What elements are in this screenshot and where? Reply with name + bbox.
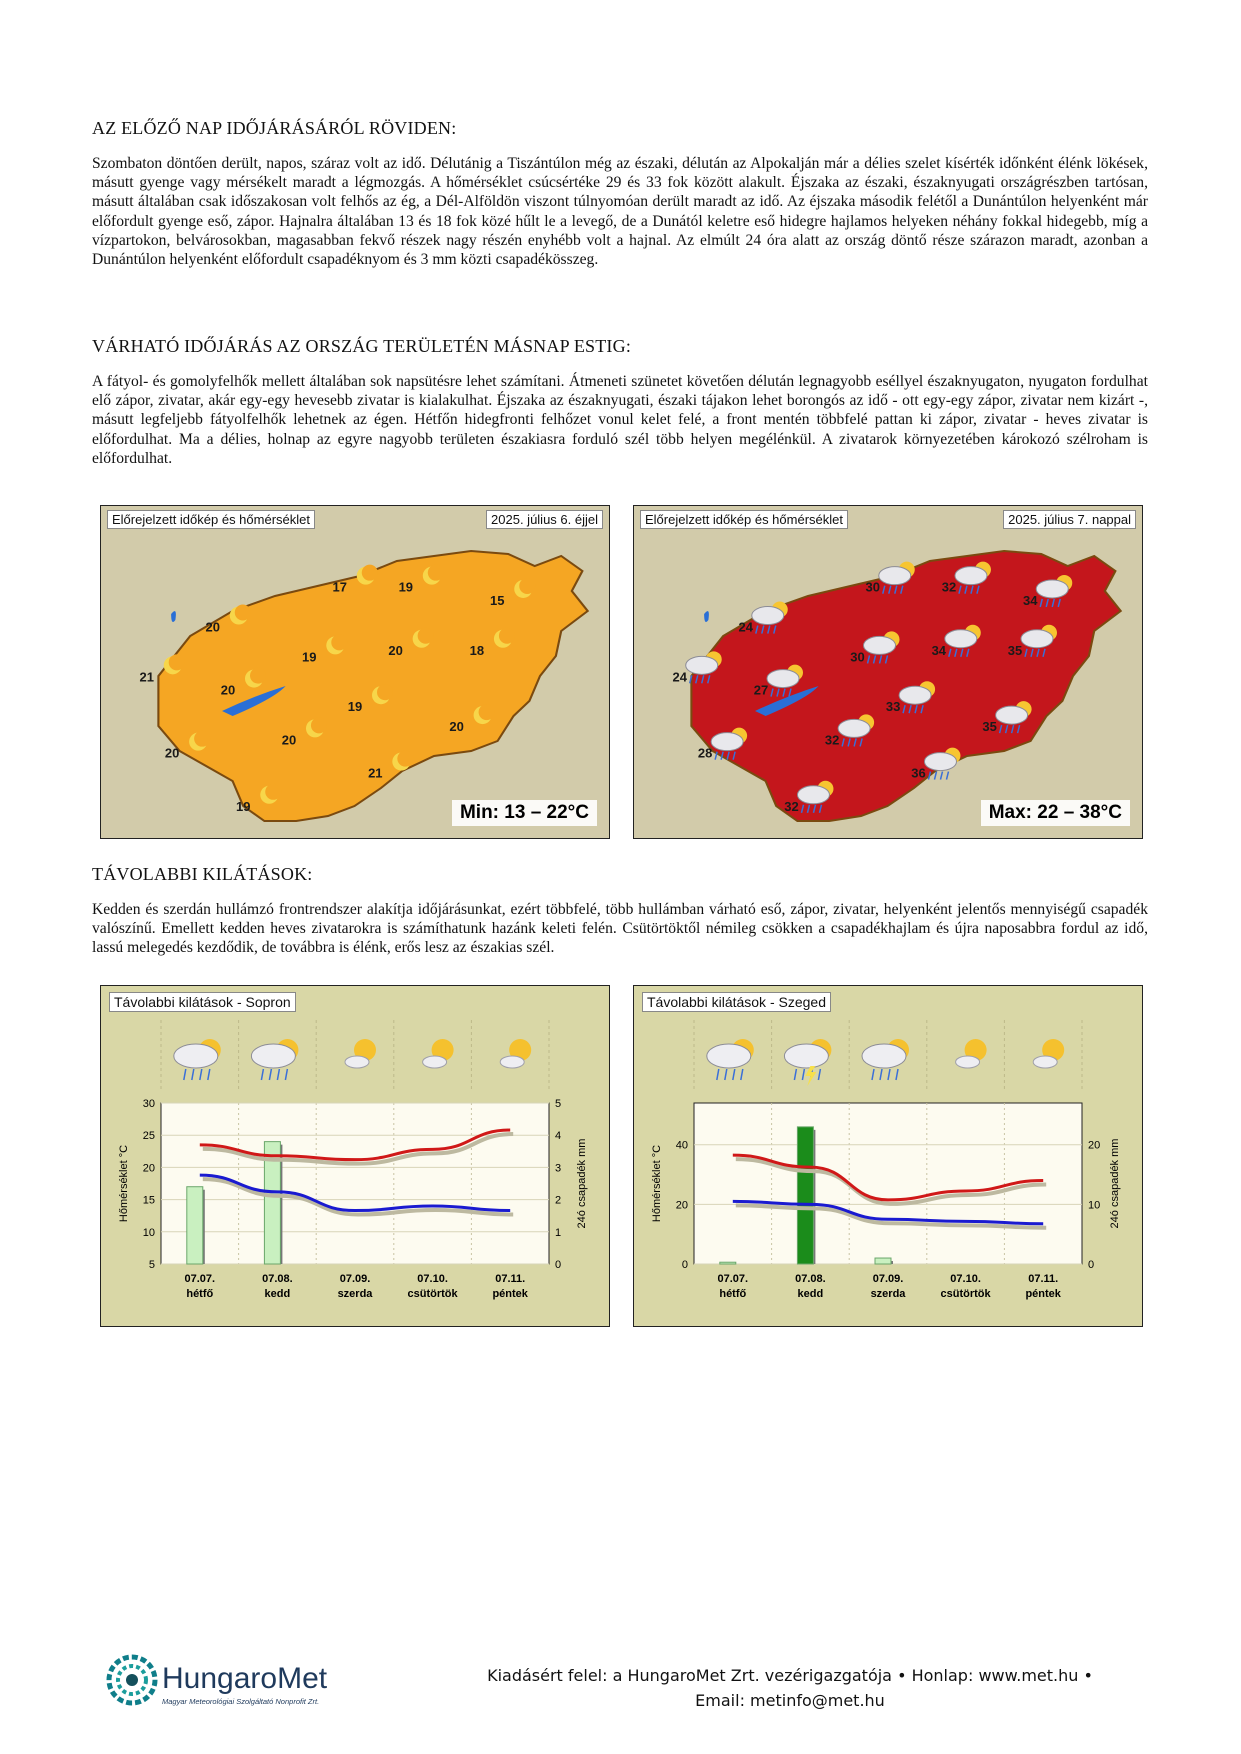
map-temperature-label: 30: [865, 579, 880, 595]
map-temperature-label: 35: [982, 719, 997, 735]
y-left-tick-label: 25: [142, 1130, 155, 1143]
x-tick-date: 07.08.: [795, 1273, 826, 1285]
map-date: 2025. július 7. nappal: [1003, 510, 1136, 529]
x-tick-day: szerda: [337, 1288, 373, 1300]
outlook-chart-szeged: [633, 985, 1143, 1327]
map-temperature-label: 19: [398, 579, 414, 595]
y-left-tick-label: 15: [142, 1194, 155, 1207]
y-right-tick-label: 1: [555, 1226, 562, 1239]
forecast-map-day: [633, 505, 1143, 839]
y-left-tick-label: 0: [681, 1259, 688, 1271]
map-temperature-label: 20: [205, 619, 220, 635]
map-temperature-label: 20: [220, 682, 236, 698]
precip-bar: [875, 1258, 891, 1264]
y-right-tick-label: 4: [555, 1130, 562, 1143]
footer-line-2: Email: metinfo@met.hu: [695, 1691, 885, 1710]
chart-title: Távolabbi kilátások - Szeged: [642, 992, 831, 1012]
x-tick-day: kedd: [264, 1288, 291, 1300]
x-tick-day: péntek: [1025, 1288, 1061, 1300]
map-temperature-label: 34: [1023, 592, 1038, 608]
x-tick-date: 07.10.: [950, 1273, 981, 1285]
map-temperature-label: 36: [911, 765, 926, 781]
x-tick-date: 07.10.: [417, 1273, 448, 1285]
y-right-tick-label: 20: [1088, 1139, 1101, 1152]
y-left-axis-label: Hőmérséklet °C: [118, 1144, 130, 1223]
map-temperature-label: 34: [931, 642, 947, 658]
map-graphic: [101, 506, 609, 838]
map-temperature-label: 32: [941, 579, 957, 595]
x-tick-date: 07.08.: [262, 1273, 293, 1285]
hungaromet-logo-graphic: [102, 1650, 362, 1710]
precip-bar: [720, 1262, 736, 1264]
logo-subtitle: Magyar Meteorológiai Szolgáltató Nonprofit Zrt.: [162, 1697, 320, 1706]
precip-bar: [797, 1127, 813, 1264]
map-temperature-range: Max: 22 – 38°C: [981, 800, 1130, 826]
y-left-tick-label: 30: [142, 1098, 155, 1110]
map-temperature-label: 32: [824, 732, 840, 748]
x-tick-day: szerda: [870, 1288, 906, 1300]
x-tick-date: 07.07.: [717, 1273, 749, 1285]
x-tick-day: kedd: [797, 1288, 824, 1300]
x-tick-date: 07.11.: [495, 1273, 526, 1285]
y-right-axis-label: 24ó csapadék mm: [1109, 1138, 1121, 1229]
previous-day-text: Szombaton döntően derült, napos, száraz volt az idő. Délutánig a Tiszántúlon még az északi, délután az Alpokalján már a délies szelet kísérték időnként élénk lökések, másutt gyenge vagy mérsékelt maradt a légmozgás. A hőmérséklet csúcsértéke 29 és 33 fok között alakult. Éjszaka az északi, északnyugati országrészben tartósan, másutt általában csak időszakosan volt felhős az ég, a Dél-Alföldön viszont túlnyomóan derült maradt az idő. Az éjszaka második felétől a Dunántúlon helyenként már előfordult gyenge eső, zápor. Hajnalra általában 13 és 18 fok közé hűlt le a levegő, de a Dunától keletre eső hidegre hajlamos helyeken néhány fokkal hidegebb, míg a vízpartokon, belvárosokban, magasabban fekvő részek nagy részén enyhébb volt a hajnal. Az elmúlt 24 óra alatt az ország döntő része szárazon maradt, azonban a Dunántúlon helyenként előfordult csapadéknyom és 3 mm közti csapadékösszeg.: [92, 155, 1148, 269]
map-temperature-label: 19: [347, 699, 363, 715]
map-temperature-label: 27: [753, 682, 769, 698]
map-temperature-label: 15: [490, 592, 505, 608]
precip-bar: [187, 1187, 203, 1264]
map-temperature-label: 28: [697, 745, 713, 761]
chart-title: Távolabbi kilátások - Sopron: [109, 992, 296, 1012]
map-label: Előrejelzett időkép és hőmérséklet: [107, 510, 315, 529]
section-title-previous-day: AZ ELŐZŐ NAP IDŐJÁRÁSÁRÓL RÖVIDEN:: [92, 118, 457, 138]
y-left-tick-label: 5: [148, 1259, 155, 1271]
map-temperature-label: 20: [449, 719, 464, 735]
chart-graphic: [101, 986, 609, 1326]
y-left-tick-label: 20: [675, 1199, 688, 1212]
map-temperature-label: 24: [672, 669, 687, 685]
x-tick-day: csütörtök: [940, 1288, 991, 1300]
y-right-tick-label: 3: [555, 1162, 562, 1175]
map-label: Előrejelzett időkép és hőmérséklet: [640, 510, 848, 529]
outlook-chart-sopron: [100, 985, 610, 1327]
x-tick-date: 07.09.: [872, 1273, 904, 1285]
x-tick-day: csütörtök: [407, 1288, 458, 1300]
map-temperature-label: 17: [332, 579, 347, 595]
map-temperature-label: 20: [281, 732, 297, 748]
logo-wordmark: HungaroMet: [162, 1662, 328, 1695]
chart-graphic: [634, 986, 1142, 1326]
map-temperature-label: 33: [885, 699, 901, 715]
y-right-tick-label: 10: [1088, 1199, 1101, 1212]
map-temperature-label: 19: [302, 649, 317, 665]
map-temperature-label: 20: [388, 642, 403, 658]
x-tick-day: hétfő: [186, 1288, 214, 1300]
map-temperature-label: 24: [738, 619, 753, 635]
y-right-axis-label: 24ó csapadék mm: [576, 1138, 588, 1229]
x-tick-date: 07.07.: [184, 1273, 216, 1285]
y-right-tick-label: 5: [555, 1098, 562, 1110]
map-temperature-label: 30: [850, 649, 865, 665]
y-left-tick-label: 10: [142, 1226, 155, 1239]
map-date: 2025. július 6. éjjel: [486, 510, 603, 529]
y-right-tick-label: 0: [1088, 1259, 1095, 1271]
y-left-axis-label: Hőmérséklet °C: [651, 1144, 663, 1223]
forecast-map-night: [100, 505, 610, 839]
x-tick-day: hétfő: [719, 1288, 747, 1300]
map-graphic: [634, 506, 1142, 838]
section-title-forecast: VÁRHATÓ IDŐJÁRÁS AZ ORSZÁG TERÜLETÉN MÁSNAP ESTIG:: [92, 336, 632, 356]
y-right-tick-label: 2: [555, 1194, 562, 1207]
footer-text: [440, 1663, 1140, 1713]
map-temperature-range: Min: 13 – 22°C: [452, 800, 597, 826]
footer-line-1: Kiadásért felel: a HungaroMet Zrt. vezérigazgatója • Honlap: www.met.hu •: [487, 1666, 1093, 1685]
map-temperature-label: 21: [368, 765, 383, 781]
map-temperature-label: 21: [139, 669, 154, 685]
x-tick-date: 07.09.: [339, 1273, 371, 1285]
x-tick-day: péntek: [492, 1288, 528, 1300]
x-tick-date: 07.11.: [1028, 1273, 1059, 1285]
map-temperature-label: 32: [784, 798, 799, 814]
map-temperature-label: 18: [469, 642, 485, 658]
y-left-tick-label: 40: [675, 1139, 688, 1152]
forecast-text: A fátyol- és gomolyfelhők mellett általában sok napsütésre lehet számítani. Átmeneti szünetet követően délután legnagyobb eséllyel északnyugaton, nyugaton fordulhat elő zápor, zivatar, akár egy-egy hevesebb zivatar is kialakulhat. Éjszaka az északnyugati, északi tájakon lehet borongós az idő - ott egy-egy zápor, zivatar nem kizárt -, másutt legfeljebb fátyolfelhők lehetnek az égen. Hétfőn hidegfronti felhőzet vonul kelet felé, a front mentén többfelé pattan ki zápor, zivatar - heves zivatar is előfordulhat. Ma a délies, holnap az egyre nagyobb területen északiasra forduló szél több helyen megélénkül. A zivatarok környezetében károkozó szélroham is előfordulhat.: [92, 373, 1148, 467]
y-right-tick-label: 0: [555, 1259, 562, 1271]
hungaromet-logo: [102, 1650, 362, 1715]
outlook-text: Kedden és szerdán hullámzó frontrendszer alakítja időjárásunkat, ezért többfelé, több hullámban várható eső, zápor, zivatar, helyenként jelentős mennyiségű csapadék valószínű. Emellett kedden heves zivatarokra is számíthatunk hazánk keleti felén. Csütörtöktől némileg csökken a csapadékhajlam és újra naposabbra fordul az idő, lassú melegedés kezdődik, de továbbra is élénk, erős lesz az északias szél.: [92, 901, 1148, 957]
map-temperature-label: 35: [1007, 642, 1023, 658]
map-temperature-label: 19: [236, 798, 251, 814]
section-title-outlook: TÁVOLABBI KILÁTÁSOK:: [92, 864, 313, 884]
map-temperature-label: 20: [164, 745, 180, 761]
y-left-tick-label: 20: [142, 1162, 155, 1175]
